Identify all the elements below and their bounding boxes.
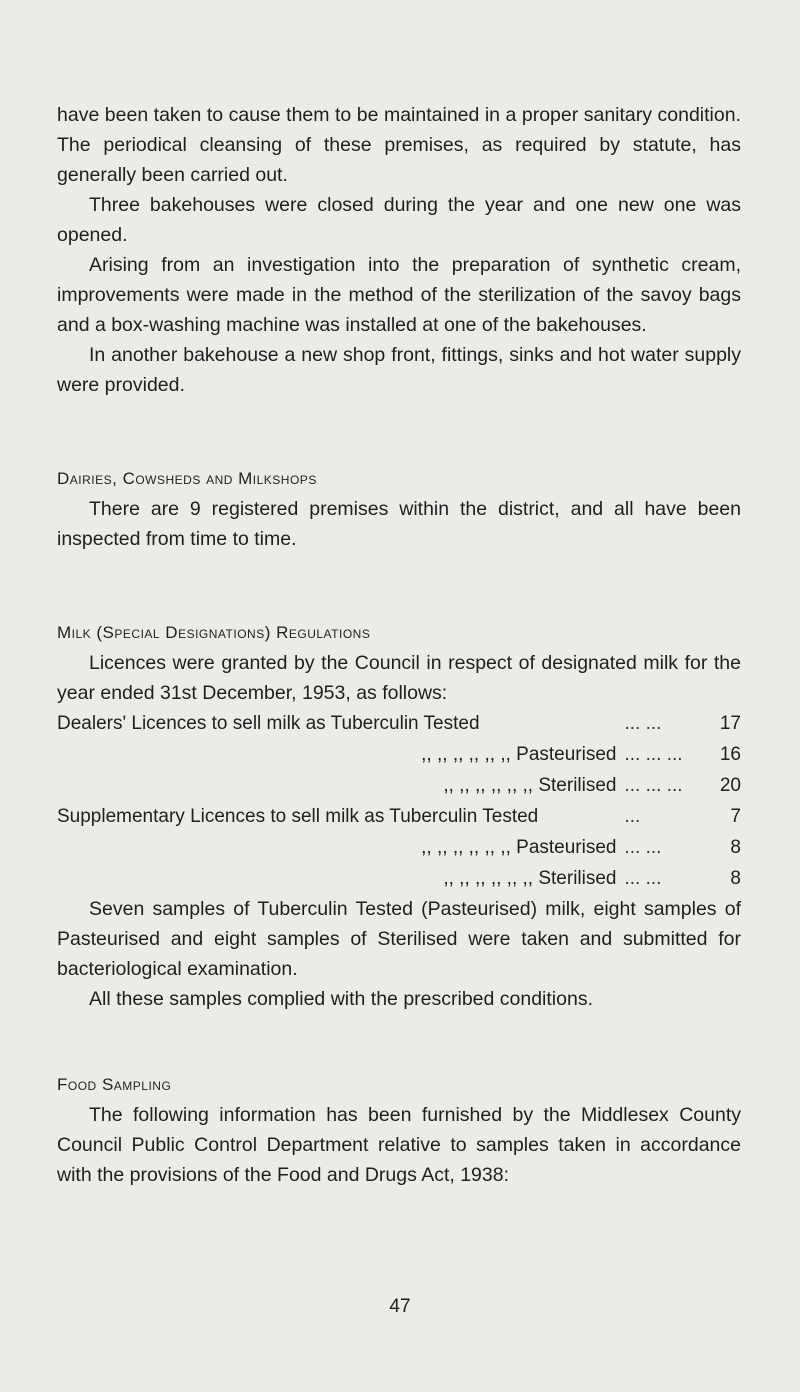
- table-row: [57, 832, 741, 863]
- licence-label: ,, ,, ,, ,, ,, ,, Pasteurised: [421, 744, 617, 765]
- licence-label: ,, ,, ,, ,, ,, ,, Pasteurised: [421, 837, 617, 858]
- page-number: 47: [389, 1296, 411, 1317]
- milk-regulations-heading: Milk (Special Designations) Regulations: [57, 623, 371, 642]
- section-spacer: [57, 1014, 741, 1070]
- leader-dots: ... ...: [624, 713, 662, 734]
- leader-dots: ... ...: [624, 868, 662, 889]
- licence-count: 8: [730, 837, 741, 858]
- licence-label: Supplementary Licences to sell milk as Tuberculin Tested: [57, 806, 539, 827]
- table-row: [57, 708, 741, 739]
- page-content: [57, 100, 741, 1190]
- licence-count: 20: [719, 775, 741, 796]
- licence-count: 8: [730, 868, 741, 889]
- synthetic-cream-paragraph: Arising from an investigation into the preparation of synthetic cream, improvements were made in the method of the sterilization of the savoy bags and a box-washing machine was installed at one of the bakehouses.: [57, 254, 741, 336]
- dairies-heading: Dairies, Cowsheds and Milkshops: [57, 469, 317, 488]
- food-sampling-heading: Food Sampling: [57, 1075, 172, 1094]
- licence-label: ,, ,, ,, ,, ,, ,, Sterilised: [443, 775, 617, 796]
- intro-paragraph-continuation: have been taken to cause them to be maintained in a proper sanitary condition. The periodical cleansing of these premises, as required by statute, has generally been carried out.: [57, 104, 741, 186]
- leader-dots: ... ...: [624, 837, 662, 858]
- food-sampling-paragraph: The following information has been furnished by the Middlesex County Council Public Control Department relative to samples taken in accordance with the provisions of the Food and Drugs Act, 1938:: [57, 1104, 741, 1186]
- table-row: [57, 863, 741, 894]
- samples-complied-paragraph: All these samples complied with the prescribed conditions.: [89, 988, 594, 1010]
- table-row: [57, 739, 741, 770]
- leader-dots: ... ... ...: [624, 775, 683, 796]
- licence-label: Dealers' Licences to sell milk as Tuberculin Tested: [57, 713, 480, 734]
- table-row: [57, 801, 741, 832]
- section-spacer: [57, 554, 741, 618]
- licence-count: 17: [719, 713, 741, 734]
- bakehouses-closed-paragraph: Three bakehouses were closed during the year and one new one was opened.: [57, 194, 741, 246]
- dairies-paragraph: There are 9 registered premises within the district, and all have been inspected from time to time.: [57, 498, 741, 550]
- licence-count: 7: [730, 806, 741, 827]
- leader-dots: ... ... ...: [624, 744, 683, 765]
- licence-count: 16: [719, 744, 741, 765]
- new-shop-front-paragraph: In another bakehouse a new shop front, fittings, sinks and hot water supply were provided.: [57, 344, 741, 396]
- milk-licences-intro: Licences were granted by the Council in respect of designated milk for the year ended 31st December, 1953, as follows:: [57, 652, 741, 704]
- licences-table: [57, 708, 741, 894]
- leader-dots: ...: [624, 806, 641, 827]
- table-row: [57, 770, 741, 801]
- licence-label: ,, ,, ,, ,, ,, ,, Sterilised: [443, 868, 617, 889]
- samples-paragraph: Seven samples of Tuberculin Tested (Pasteurised) milk, eight samples of Pasteurised and eight samples of Sterilised were taken and submitted for bacteriological examination.: [57, 898, 741, 980]
- section-spacer: [57, 400, 741, 464]
